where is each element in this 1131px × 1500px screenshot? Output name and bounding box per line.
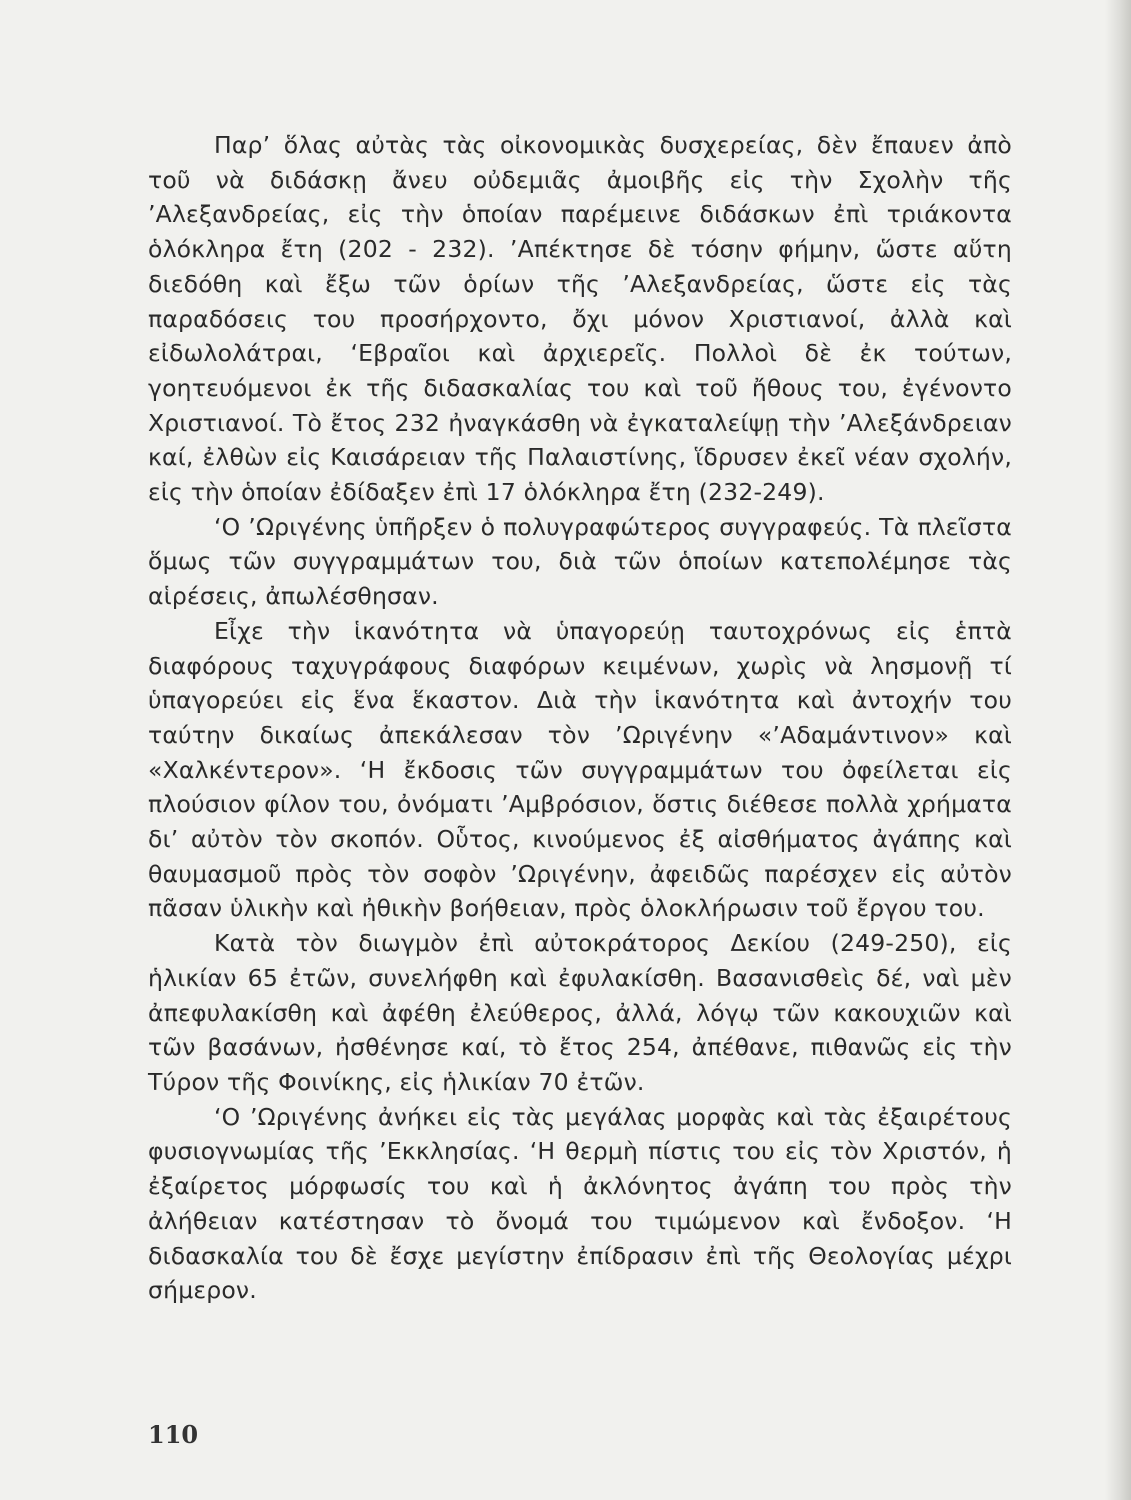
page-edge-shadow xyxy=(1105,0,1131,1500)
paragraph-3: Εἶχε τὴν ἱκανότητα νὰ ὑπαγορεύῃ ταυτοχρόνως εἰς ἑπτὰ διαφόρους ταχυγράφους διαφόρων κειμένων, χωρὶς νὰ λησμονῇ τί ὑπαγορεύει εἰς ἕνα ἕκαστον. Διὰ τὴν ἱκανότητα καὶ ἀντοχήν του ταύτην δικαίως ἀπεκάλεσαν τὸν ’Ωριγένην «’Αδαμάντινον» καὶ «Χαλκέντερον». ‘Η ἔκδοσις τῶν συγγραμμάτων του ὀφείλεται εἰς πλούσιον φίλον του, ὀνόματι ’Αμβρόσιον, ὅστις διέθεσε πολλὰ χρήματα δι’ αὐτὸν τὸν σκοπόν. Οὗτος, κινούμενος ἐξ αἰσθήματος ἀγάπης καὶ θαυμασμοῦ πρὸς τὸν σοφὸν ’Ωριγένην, ἀφειδῶς παρέσχεν εἰς αὐτὸν πᾶσαν ὑλικὴν καὶ ἠθικὴν βοήθειαν, πρὸς ὁλοκλήρωσιν τοῦ ἔργου του. xyxy=(148,616,1012,923)
paragraph-2: ‘Ο ’Ωριγένης ὑπῆρξεν ὁ πολυγραφώτερος συγγραφεύς. Τὰ πλεῖστα ὅμως τῶν συγγραμμάτων του, διὰ τῶν ὁποίων κατεπολέμησε τὰς αἱρέσεις, ἀπωλέσθησαν. xyxy=(148,512,1012,611)
paragraph-5: ‘Ο ’Ωριγένης ἀνήκει εἰς τὰς μεγάλας μορφὰς καὶ τὰς ἐξαιρέτους φυσιογνωμίας τῆς ’Εκκλησίας. ‘Η θερμὴ πίστις του εἰς τὸν Χριστόν, ἡ ἐξαίρετος μόρφωσίς του καὶ ἡ ἀκλόνητος ἀγάπη του πρὸς τὴν ἀλήθειαν κατέστησαν τὸ ὄνομά του τιμώμενον καὶ ἔνδοξον. ‘Η διδασκαλία του δὲ ἔσχε μεγίστην ἐπίδρασιν ἐπὶ τῆς Θεολογίας μέχρι σήμερον. xyxy=(148,1102,1012,1305)
page-number: 110 xyxy=(148,1420,199,1449)
paragraph-4: Κατὰ τὸν διωγμὸν ἐπὶ αὐτοκράτορος Δεκίου (249-250), εἰς ἡλικίαν 65 ἐτῶν, συνελήφθη καὶ ἐφυλακίσθη. Βασανισθεὶς δέ, ναὶ μὲν ἀπεφυλακίσθη καὶ ἀφέθη ἐλεύθερος, ἀλλά, λόγῳ τῶν κακουχιῶν καὶ τῶν βασάνων, ἠσθένησε καί, τὸ ἔτος 254, ἀπέθανε, πιθανῶς εἰς τὴν Τύρον τῆς Φοινίκης, εἰς ἡλικίαν 70 ἐτῶν. xyxy=(148,929,1012,1096)
body-text xyxy=(148,128,1012,1308)
paragraph-1: Παρ’ ὅλας αὐτὰς τὰς οἰκονομικὰς δυσχερείας, δὲν ἔπαυεν ἀπὸ τοῦ νὰ διδάσκῃ ἄνευ οὐδεμιᾶς ἀμοιβῆς εἰς τὴν Σχολὴν τῆς ’Αλεξανδρείας, εἰς τὴν ὁποίαν παρέμεινε διδάσκων ἐπὶ τριάκοντα ὁλόκληρα ἔτη (202 - 232). ’Απέκτησε δὲ τόσην φήμην, ὥστε αὕτη διεδόθη καὶ ἔξω τῶν ὁρίων τῆς ’Αλεξανδρείας, ὥστε εἰς τὰς παραδόσεις του προσήρχοντο, ὄχι μόνον Χριστιανοί, ἀλλὰ καὶ εἰδωλολάτραι, ‘Εβραῖοι καὶ ἀρχιερεῖς. Πολλοὶ δὲ ἐκ τούτων, γοητευόμενοι ἐκ τῆς διδασκαλίας του καὶ τοῦ ἤθους του, ἐγένοντο Χριστιανοί. Τὸ ἔτος 232 ἠναγκάσθη νὰ ἐγκαταλείψῃ τὴν ’Αλεξάνδρειαν καί, ἐλθὼν εἰς Καισάρειαν τῆς Παλαιστίνης, ἵδρυσεν ἐκεῖ νέαν σχολήν, εἰς τὴν ὁποίαν ἐδίδαξεν ἐπὶ 17 ὁλόκληρα ἔτη (232-249). xyxy=(148,131,1012,507)
